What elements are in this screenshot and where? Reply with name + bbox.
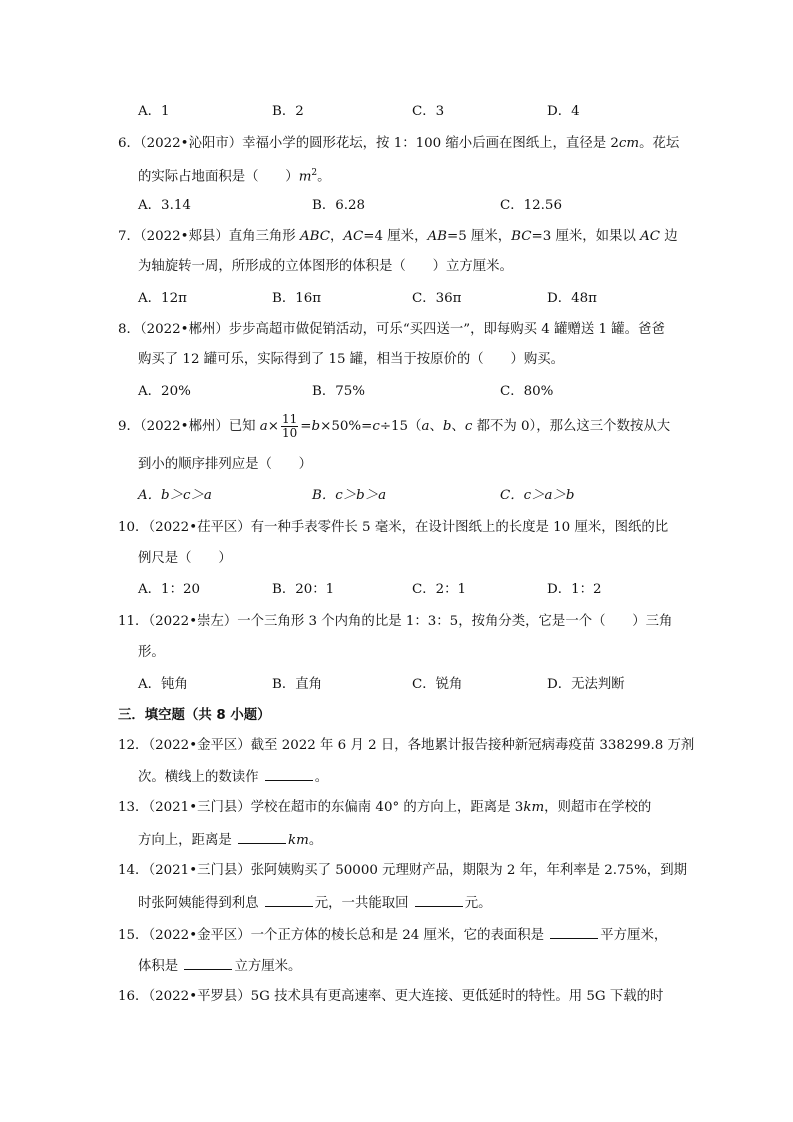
q15-volume-blank[interactable] — [184, 955, 232, 970]
q6-unit-m: m — [298, 169, 312, 185]
q14-line2 — [138, 892, 492, 914]
q6-unit-cm: cm — [618, 136, 640, 151]
q10-line2: 例尺是（ ） — [138, 551, 232, 566]
q13-answer-blank[interactable] — [238, 829, 286, 844]
q9-fraction — [281, 413, 298, 440]
q9-var-c: c — [372, 419, 380, 434]
q13-line1 — [118, 798, 651, 818]
q11-line2: 形。 — [138, 645, 165, 660]
q7-line2: 为轴旋转一周，所形成的立体图形的体积是（ ）立方厘米。 — [138, 259, 513, 274]
q6-option-a: A．3.14 — [138, 198, 191, 213]
q7-t1: 7．（2022•郏县）直角三角形 — [118, 229, 300, 244]
q5-option-c: C．3 — [412, 104, 445, 119]
q7-v1: ABC — [299, 229, 330, 244]
q15-line2 — [138, 955, 301, 977]
q14-interest-blank[interactable] — [265, 892, 313, 907]
section-heading-fill-in: 三．填空题（共 8 小题） — [118, 708, 271, 723]
q11-line1: 11．（2022•崇左）一个三角形 3 个内角的比是 1：3：5，按角分类，它是一个（ ）三角 — [118, 614, 673, 629]
q7-t3: =4 厘米， — [363, 229, 428, 244]
q15-text-b: 平方厘米， — [600, 928, 668, 943]
q5-option-d: D．4 — [547, 104, 580, 119]
q12-line2 — [138, 766, 328, 788]
q7-option-c: C．36π — [412, 291, 462, 306]
q8-line2: 购买了 12 罐可乐，实际得到了 15 罐，相当于按原价的（ ）购买。 — [138, 352, 565, 367]
q10-line1: 10．（2022•茌平区）有一种手表零件长 5 毫米，在设计图纸上的长度是 10 厘米，图纸的比 — [118, 520, 669, 535]
q14-text-a: 时张阿姨能得到利息 — [138, 896, 263, 911]
q7-option-a: A．12π — [138, 291, 187, 306]
q11-option-c: C．锐角 — [412, 677, 463, 692]
q10-option-a: A．1：20 — [138, 582, 201, 597]
q13-text2: 方向上，距离是 — [138, 833, 236, 848]
q9-t6: 、 — [451, 419, 465, 434]
q6-text1: 6．（2022•沁阳市）幸福小学的圆形花坛，按 1：100 缩小后画在图纸上，直径是 2 — [118, 136, 619, 151]
q9-denominator: 10 — [282, 426, 298, 440]
q14-text-b: 元，一共能取回 — [314, 896, 413, 911]
q13-text1-end: ，则超市在学校的 — [544, 800, 652, 815]
q10-option-c: C．2：1 — [412, 582, 467, 597]
q7-t2: ， — [329, 229, 344, 244]
q7-v4: BC — [511, 229, 532, 244]
q7-v2: AC — [343, 229, 364, 244]
q7-t4: =5 厘米， — [446, 229, 512, 244]
q6-option-c: C．12.56 — [500, 198, 562, 213]
q14-text-c: 元。 — [464, 896, 492, 911]
q5-option-a: A．1 — [138, 104, 170, 119]
q12-line1: 12．（2022•金平区）截至 2022 年 6 月 2 日，各地累计报告接种新冠病毒疫苗 338299.8 万剂 — [118, 738, 695, 753]
q7-t5: =3 厘米，如果以 — [531, 229, 641, 244]
q9-line1 — [118, 413, 670, 441]
q7-v5: AC — [640, 229, 661, 244]
q9-var-b2: b — [442, 419, 452, 434]
q11-option-d: D．无法判断 — [547, 677, 625, 692]
q6-text2-end: 。 — [317, 169, 331, 185]
q9-var-b: b — [311, 419, 321, 434]
q9-t7: 都不为 0），那么这三个数按从大 — [472, 419, 671, 434]
q7-line1 — [118, 227, 678, 247]
q8-option-c: C．80% — [500, 384, 554, 399]
q7-option-d: D．48π — [547, 291, 597, 306]
q9-t2: = — [300, 419, 312, 434]
q6-option-b: B．6.28 — [312, 198, 366, 213]
q12-text: 次。横线上的数读作 — [138, 770, 263, 785]
q9-var-a: a — [259, 419, 268, 434]
q9-t4: ÷15（ — [379, 419, 422, 434]
q6-line1 — [118, 134, 679, 154]
q7-t6: 边 — [660, 229, 678, 244]
q11-option-a: A．钝角 — [138, 677, 188, 692]
q6-line2 — [138, 163, 331, 187]
q9-var-a2: a — [421, 419, 430, 434]
q10-option-d: D．1：2 — [547, 582, 602, 597]
q13-unit-km2: km — [288, 833, 309, 848]
q15-text-a: 15．（2022•金平区）一个正方体的棱长总和是 24 厘米，它的表面积是 — [118, 928, 549, 943]
q5-option-b: B．2 — [272, 104, 304, 119]
q13-text2-end: 。 — [308, 833, 323, 848]
q12-answer-blank[interactable] — [265, 766, 313, 781]
q14-total-blank[interactable] — [415, 892, 463, 907]
q7-v3: AB — [427, 229, 447, 244]
q8-option-b: B．75% — [312, 384, 365, 399]
q9-t1: 9．（2022•郴州）已知 — [118, 419, 260, 434]
q6-text1-end: 。花坛 — [639, 136, 680, 151]
q15-text-c: 体积是 — [138, 959, 183, 974]
q14-line1: 14．（2021•三门县）张阿姨购买了 50000 元理财产品，期限为 2 年，年利率是 2.75%，到期 — [118, 863, 687, 878]
q9-numerator: 11 — [282, 412, 298, 426]
q13-text1: 13．（2021•三门县）学校在超市的东偏南 40° 的方向上，距离是 3 — [118, 800, 524, 815]
q9-line2: 到小的顺序排列应是（ ） — [138, 457, 313, 472]
q9-times: × — [267, 419, 280, 434]
q9-t5: 、 — [429, 419, 443, 434]
q10-option-b: B．20：1 — [272, 582, 335, 597]
q9-var-c2: c — [464, 419, 473, 434]
q15-line1 — [118, 924, 667, 946]
q16-line1: 16．（2022•平罗县）5G 技术具有更高速率、更大连接、更低延时的特性。用 5G 下载的时 — [118, 989, 664, 1004]
q6-text2: 的实际占地面积是（ ） — [138, 169, 299, 185]
q9-option-a: A．b＞c＞a — [138, 488, 212, 503]
q9-option-b: B．c＞b＞a — [312, 488, 387, 503]
q9-t3: ×50%= — [320, 419, 373, 434]
q13-unit-km: km — [523, 800, 545, 815]
q8-line1: 8．（2022•郴州）步步高超市做促销活动，可乐“买四送一”，即每购买 4 罐赠送 1 罐。爸爸 — [118, 322, 665, 337]
q12-text-end: 。 — [314, 770, 329, 785]
q13-line2 — [138, 829, 322, 851]
q15-area-blank[interactable] — [550, 924, 598, 939]
q6-sup: 2 — [311, 168, 318, 178]
q11-option-b: B．直角 — [272, 677, 323, 692]
q9-option-c: C．c＞a＞b — [500, 488, 575, 503]
q15-text-d: 立方厘米。 — [234, 959, 302, 974]
q7-option-b: B．16π — [272, 291, 322, 306]
q8-option-a: A．20% — [138, 384, 191, 399]
